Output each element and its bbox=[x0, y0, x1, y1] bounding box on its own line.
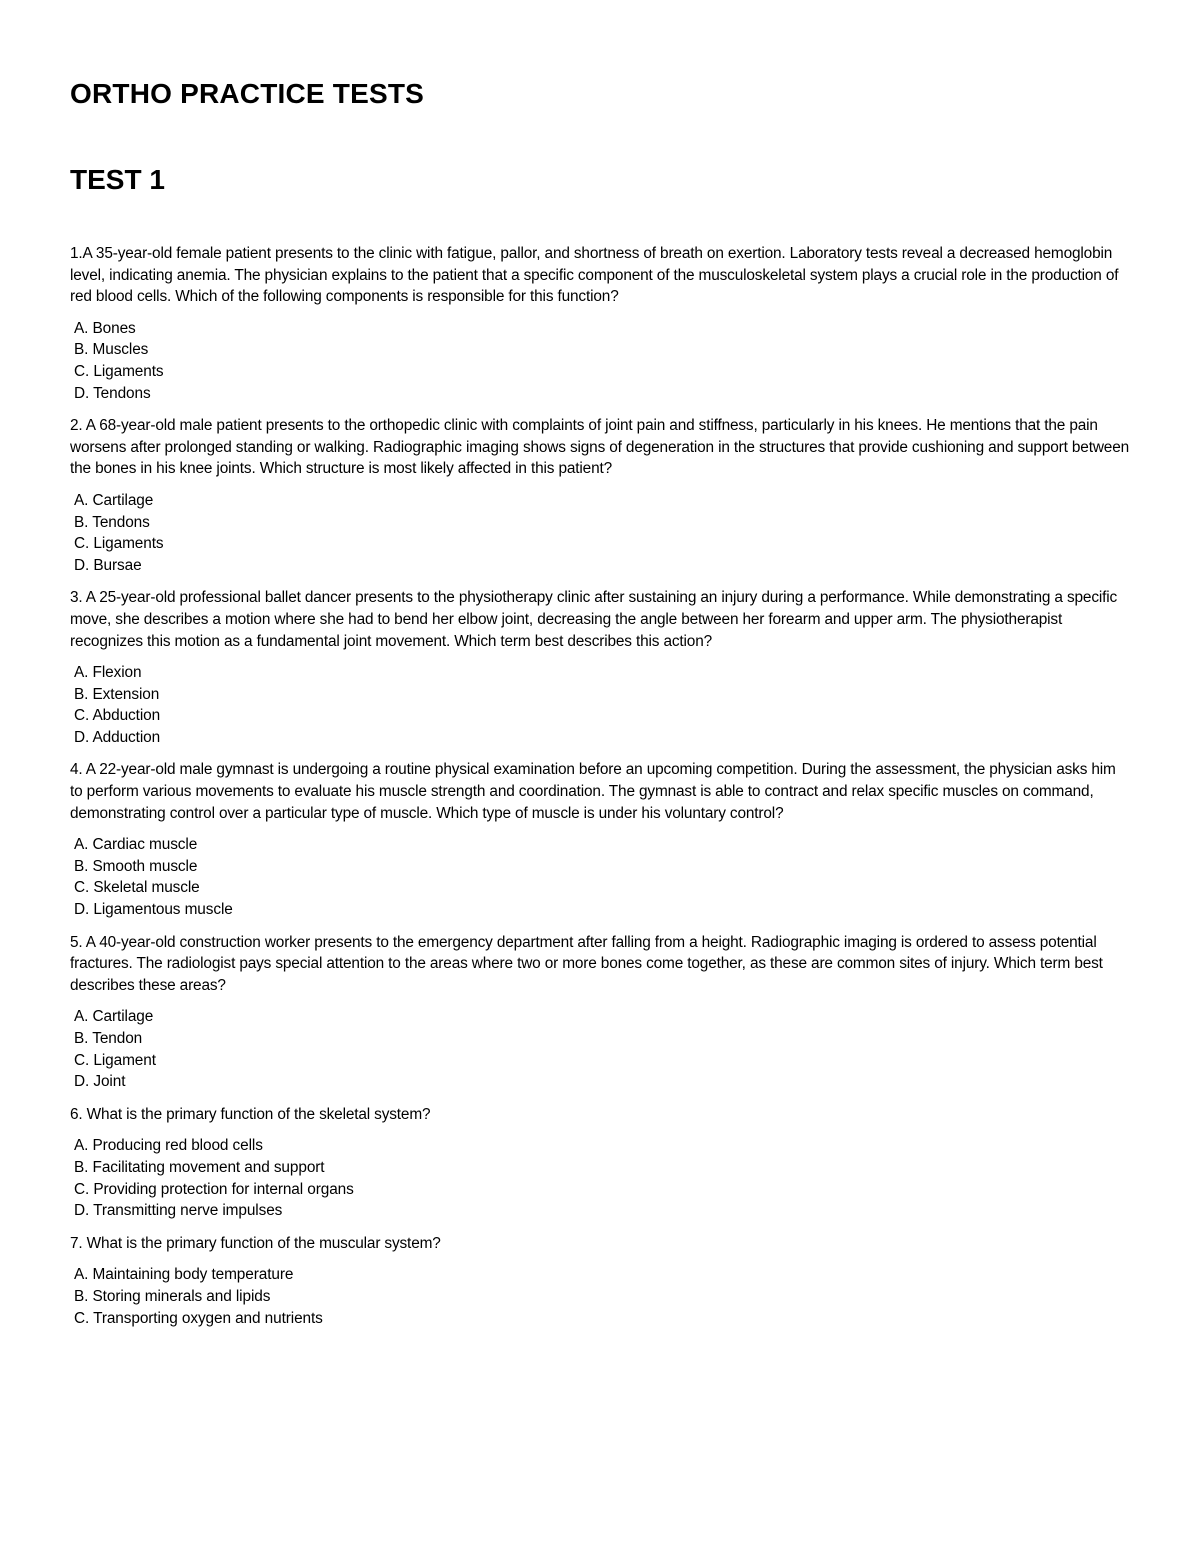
answer-options bbox=[70, 834, 1132, 920]
answer-option: A. Cartilage bbox=[74, 491, 154, 509]
answer-option: D. Ligamentous muscle bbox=[74, 901, 233, 919]
question-4 bbox=[70, 759, 1132, 920]
answer-options bbox=[70, 662, 1132, 748]
question-text: 3. A 25-year-old professional ballet dancer presents to the physiotherapy clinic after sustaining an injury during a performance. While demonstrating a specific move, she describes a motion where she had to bend her elbow joint, decreasing the angle between her forearm and upper arm. The physiotherapist recognizes this motion as a fundamental joint movement. Which term best describes this action? bbox=[70, 589, 1118, 650]
question-text: 7. What is the primary function of the muscular system? bbox=[70, 1234, 441, 1252]
answer-option: A. Maintaining body temperature bbox=[74, 1266, 294, 1284]
document-title: ORTHO PRACTICE TESTS bbox=[70, 78, 425, 109]
answer-options bbox=[70, 490, 1132, 576]
answer-option: B. Tendons bbox=[74, 513, 150, 531]
answer-option: B. Facilitating movement and support bbox=[74, 1158, 325, 1176]
answer-option: A. Flexion bbox=[74, 664, 142, 682]
question-5 bbox=[70, 932, 1132, 1093]
answer-options bbox=[70, 318, 1132, 404]
question-text: 1.A 35-year-old female patient presents to the clinic with fatigue, pallor, and shortness of breath on exertion. Laboratory tests reveal a decreased hemoglobin level, indicating anemia. The physician explains to the patient that a specific component of the musculoskeletal system plays a crucial role in the production of red blood cells. Which of the following components is responsible for this function? bbox=[70, 245, 1119, 306]
answer-option: B. Smooth muscle bbox=[74, 857, 198, 875]
answer-options bbox=[70, 1264, 1132, 1329]
question-text: 5. A 40-year-old construction worker presents to the emergency department after falling from a height. Radiographic imaging is ordered to assess potential fractures. The radiologist pays special attention to the areas where two or more bones come together, as these are common sites of injury. Which term best describes these areas? bbox=[70, 933, 1103, 994]
question-text: 2. A 68-year-old male patient presents to the orthopedic clinic with complaints of joint pain and stiffness, particularly in his knees. He mentions that the pain worsens after prolonged standing or walking. Radiographic imaging shows signs of degeneration in the structures that provide cushioning and support between the bones in his knee joints. Which structure is most likely affected in this patient? bbox=[70, 417, 1130, 478]
answer-option: A. Cardiac muscle bbox=[74, 836, 198, 854]
answer-option: C. Transporting oxygen and nutrients bbox=[74, 1309, 323, 1327]
answer-option: D. Bursae bbox=[74, 556, 142, 574]
question-3 bbox=[70, 587, 1132, 748]
answer-option: B. Storing minerals and lipids bbox=[74, 1287, 271, 1305]
answer-option: C. Ligaments bbox=[74, 535, 164, 553]
answer-option: D. Transmitting nerve impulses bbox=[74, 1202, 283, 1220]
answer-options bbox=[70, 1006, 1132, 1092]
answer-option: C. Ligament bbox=[74, 1051, 156, 1069]
answer-option: C. Providing protection for internal organs bbox=[74, 1180, 354, 1198]
answer-options bbox=[70, 1135, 1132, 1221]
test-title: TEST 1 bbox=[70, 164, 165, 195]
question-list bbox=[70, 243, 1132, 1340]
question-1 bbox=[70, 243, 1132, 404]
question-7 bbox=[70, 1233, 1132, 1329]
answer-option: A. Producing red blood cells bbox=[74, 1137, 263, 1155]
answer-option: D. Adduction bbox=[74, 728, 161, 746]
question-2 bbox=[70, 415, 1132, 576]
answer-option: A. Bones bbox=[74, 319, 136, 337]
answer-option: C. Ligaments bbox=[74, 362, 164, 380]
answer-option: D. Joint bbox=[74, 1073, 126, 1091]
answer-option: B. Extension bbox=[74, 685, 160, 703]
question-6 bbox=[70, 1104, 1132, 1222]
answer-option: C. Skeletal muscle bbox=[74, 879, 200, 897]
answer-option: B. Tendon bbox=[74, 1030, 143, 1047]
question-text: 6. What is the primary function of the skeletal system? bbox=[70, 1105, 431, 1123]
answer-option: A. Cartilage bbox=[74, 1008, 154, 1026]
answer-option: D. Tendons bbox=[74, 384, 151, 402]
answer-option: B. Muscles bbox=[74, 341, 149, 359]
answer-option: C. Abduction bbox=[74, 707, 161, 725]
question-text: 4. A 22-year-old male gymnast is undergoing a routine physical examination before an upcoming competition. During the assessment, the physician asks him to perform various movements to evaluate his muscle strength and coordination. The gymnast is able to contract and relax specific muscles on command, demonstrating control over a particular type of muscle. Which type of muscle is under his voluntary control? bbox=[70, 761, 1116, 822]
